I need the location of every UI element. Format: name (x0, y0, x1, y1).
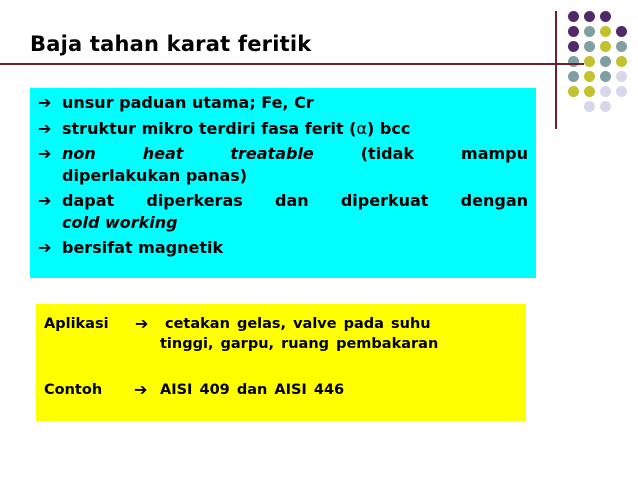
bullet-italic-text: non heat treatable (62, 144, 314, 163)
slide-title: Baja tahan karat feritik (30, 32, 312, 56)
dot-purple (568, 26, 579, 37)
dot-olive (568, 86, 579, 97)
dot-lavender (600, 101, 611, 112)
arrow-bullet-icon: ➔ (38, 93, 52, 112)
bullet-line (62, 143, 528, 165)
arrow-bullet-icon: ➔ (38, 144, 52, 163)
dot-olive (600, 26, 611, 37)
arrow-icon: ➔ (135, 314, 149, 333)
bullet-item (38, 118, 528, 140)
vertical-divider-line (555, 11, 557, 129)
bullet-italic-text: cold working (62, 212, 178, 232)
bullet-text-continued: diperlakukan panas) (62, 165, 248, 185)
dot-olive (584, 71, 595, 82)
bullet-item (38, 237, 528, 259)
key-points-box (30, 88, 536, 278)
bullet-item (38, 143, 528, 186)
dot-teal (584, 41, 595, 52)
dot-purple (616, 26, 627, 37)
dot-lavender (600, 86, 611, 97)
dot-teal (584, 26, 595, 37)
dot-purple (584, 11, 595, 22)
bullet-item (38, 92, 528, 114)
bullet-text: ) bcc (367, 118, 411, 138)
dot-lavender (616, 71, 627, 82)
dot-lavender (616, 86, 627, 97)
dot-teal (568, 71, 579, 82)
arrow-bullet-icon: ➔ (38, 238, 52, 257)
application-text: cetakan gelas, valve pada suhu (165, 316, 431, 332)
bullet-text: unsur paduan utama; Fe, Cr (62, 93, 314, 112)
dot-teal (568, 56, 579, 67)
dot-teal (616, 41, 627, 52)
arrow-icon: ➔ (134, 380, 148, 399)
bullet-list (30, 88, 536, 259)
dot-teal (600, 71, 611, 82)
dot-teal (600, 56, 611, 67)
dot-purple (568, 11, 579, 22)
arrow-bullet-icon: ➔ (38, 191, 52, 210)
example-label: Contoh (44, 382, 103, 398)
dot-purple (568, 41, 579, 52)
application-text-continued: tinggi, garpu, ruang pembakaran (160, 336, 439, 352)
alpha-symbol: α (356, 118, 368, 138)
bullet-text: dapat diperkeras dan diperkuat dengan (62, 191, 528, 210)
dot-olive (616, 56, 627, 67)
application-box (36, 304, 526, 421)
bullet-text: (tidak mampu (360, 144, 528, 163)
dot-purple (600, 11, 611, 22)
title-underline (0, 63, 584, 65)
dot-lavender (584, 101, 595, 112)
example-text: AISI 409 dan AISI 446 (160, 382, 345, 398)
dot-olive (600, 41, 611, 52)
bullet-text: bersifat magnetik (62, 238, 224, 257)
bullet-text: struktur mikro terdiri fasa ferit ( (62, 118, 357, 138)
dot-olive (584, 86, 595, 97)
application-label: Aplikasi (44, 316, 109, 332)
arrow-bullet-icon: ➔ (38, 118, 52, 138)
bullet-item (38, 190, 528, 233)
dot-olive (584, 56, 595, 67)
